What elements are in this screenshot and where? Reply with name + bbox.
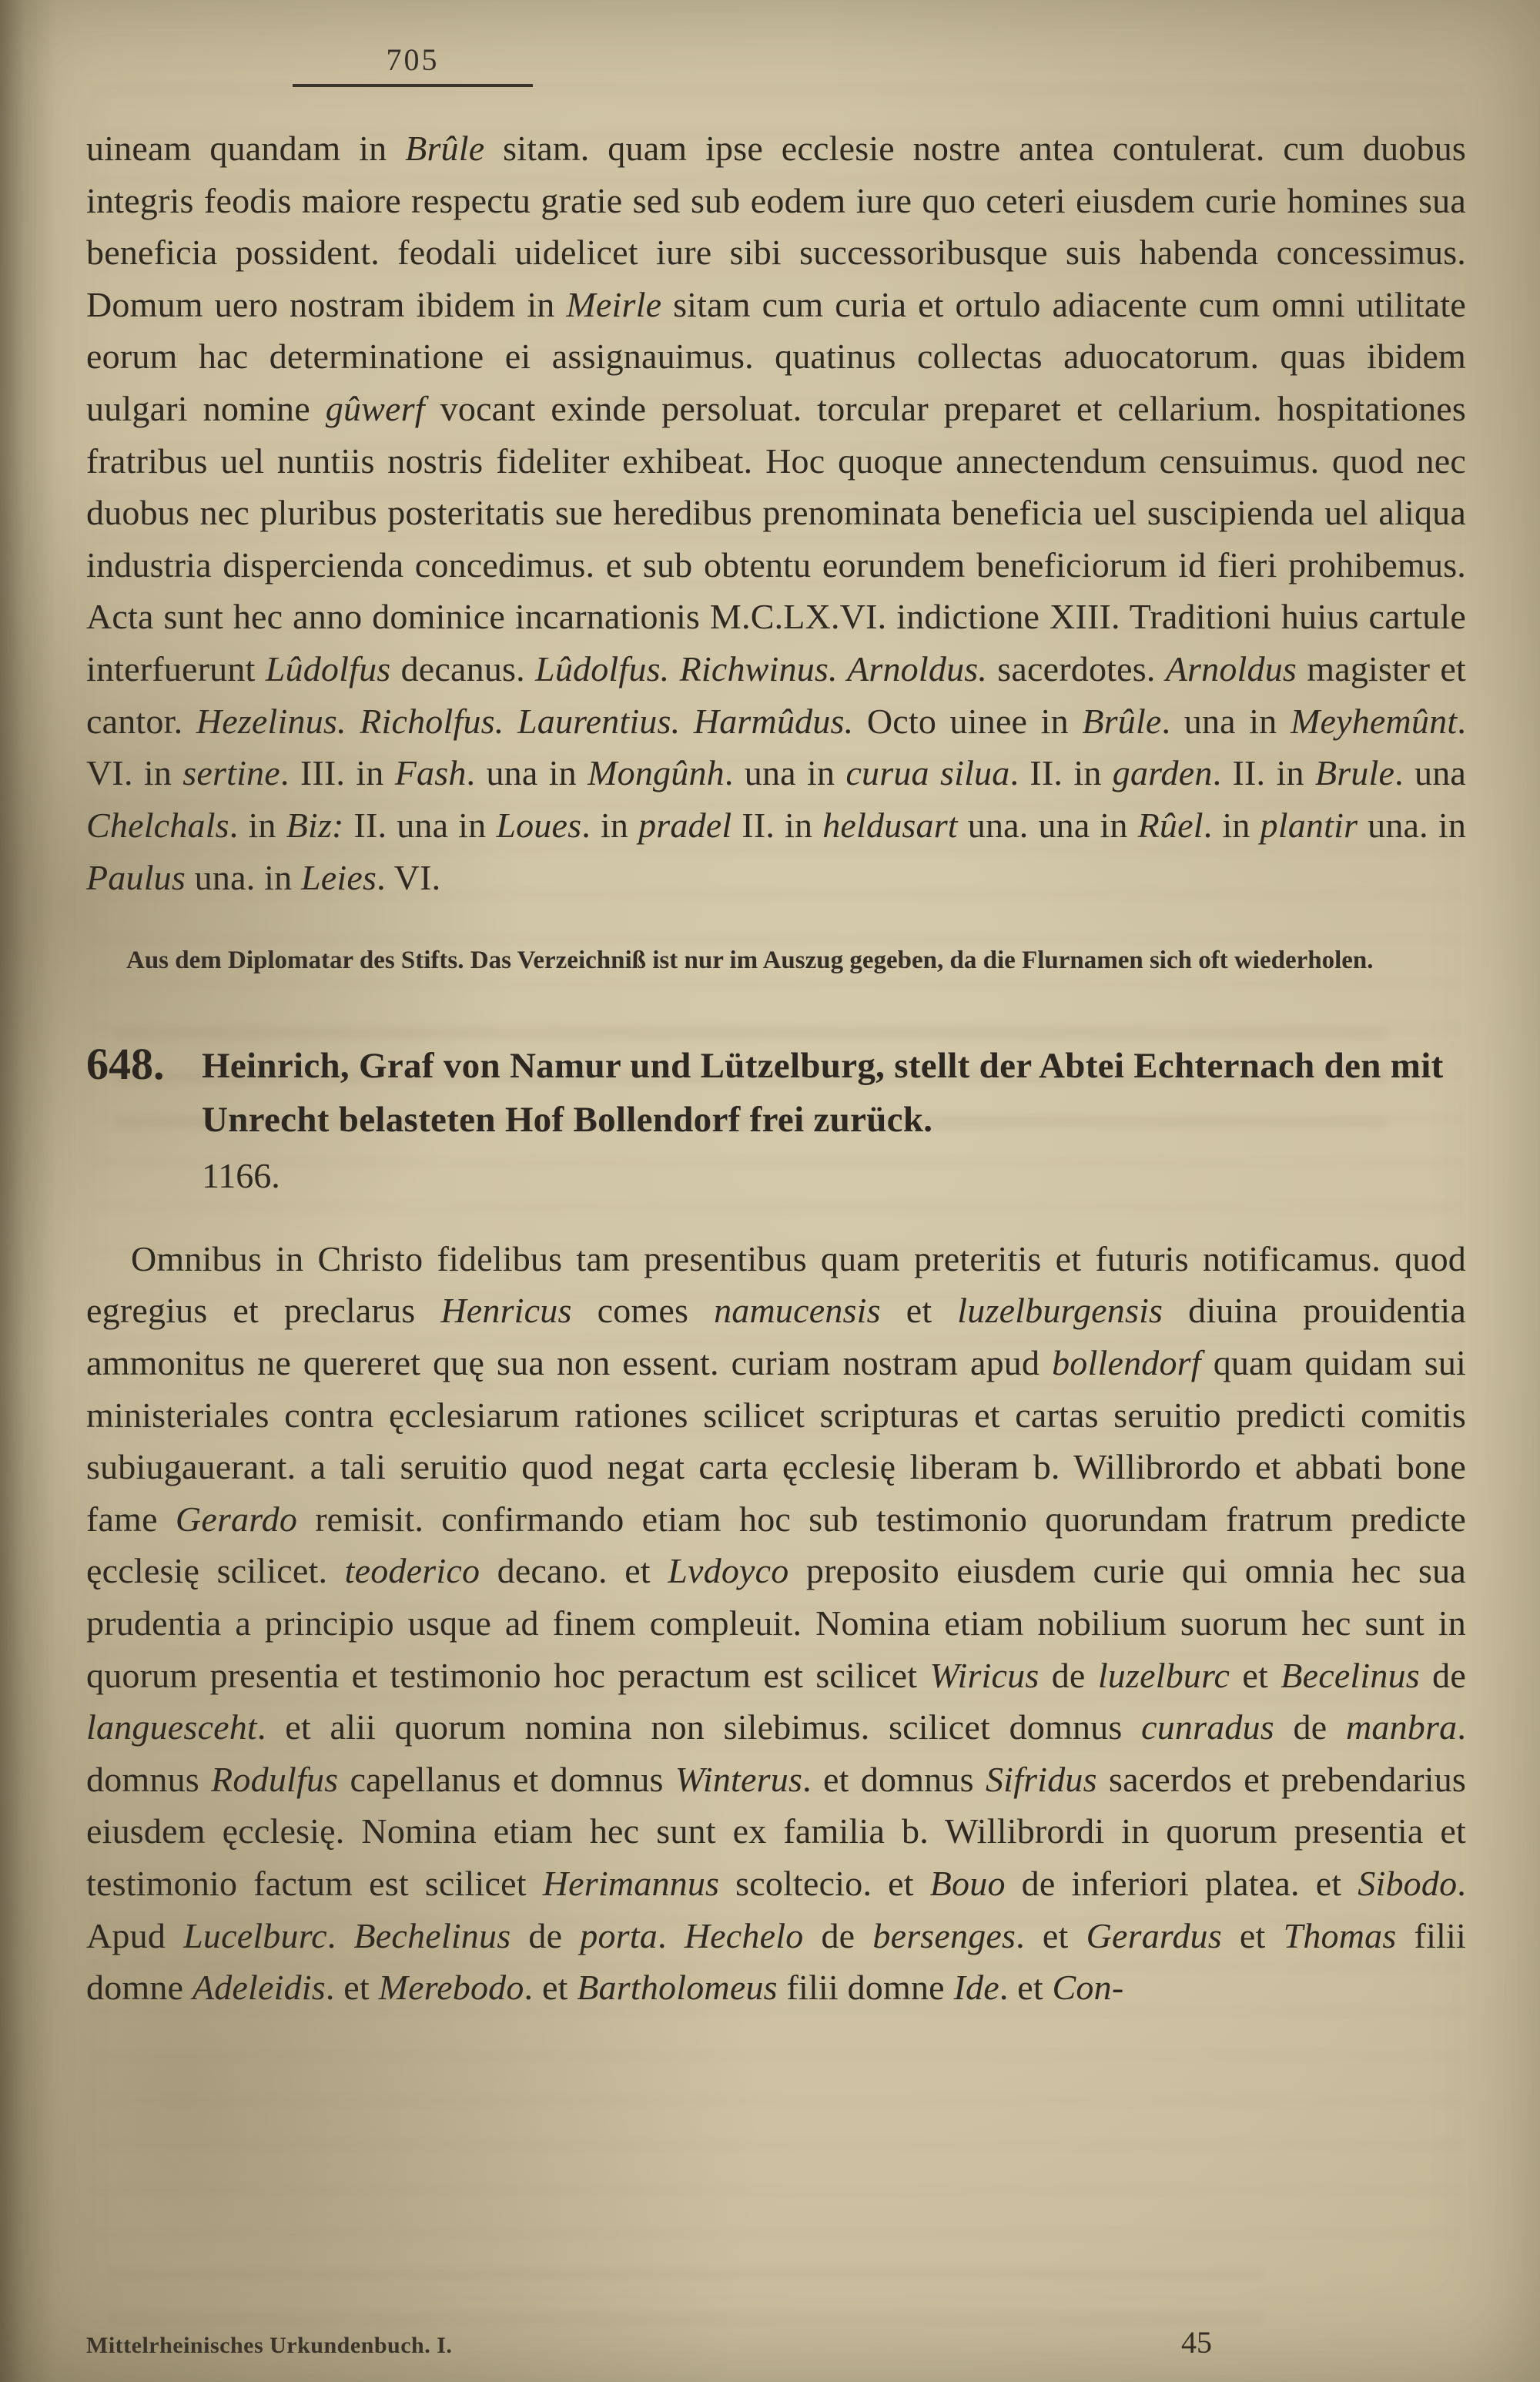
charter-647-continuation-text: uineam quandam in Brûle sitam. quam ipse ecclesie nostre antea contulerat. cum duobus integris feodis maiore respectu gratie sed sub eodem iure quo ceteri eiusdem curie homines sua beneficia possident. feodali uidelicet iure sibi successoribusque suis habenda concessimus. Domum uero nostram ibidem in Meirle sitam cum curia et ortulo adiacente cum omni utilitate eorum hac determinatione ei assignauimus. quatinus collectas aduocatorum. quas ibidem uulgari nomine gûwerf vocant exinde persoluat. torcular preparet et cellarium. hospitationes fratribus uel nuntiis nostris fideliter exhibeat. Hoc quoque annectendum censuimus. quod nec duobus nec pluribus posteritatis sue heredibus prenominata beneficia uel suscipienda uel aliqua industria dispercienda concedimus. et sub obtentu eorundem beneficiorum id fieri prohibemus. Acta sunt hec anno dominice incarnationis M.C.LX.VI. indictione XIII. Traditioni huius cartule interfuerunt Lûdolfus decanus. Lûdolfus. Richwinus. Arnoldus. sacerdotes. Arnoldus magister et cantor. Hezelinus. Richolfus. Laurentius. Harmûdus. Octo uinee in Brûle. una in Meyhemûnt. VI. in sertine. III. in Fash. una in Mongûnh. una in curua silua. II. in garden. II. in Brule. una Chelchals. in Biz: II. una in Loues. in pradel II. in heldusart una. una in Rûel. in plantir una. in Paulus una. in Leies. VI. xyxy=(86,129,1467,897)
charter-648-number: 648. xyxy=(86,1038,165,1089)
charter-647-source-note: Aus dem Diplomatar des Stifts. Das Verzeichniß ist nur im Auszug gegeben, da die Flurnamen sich oft wiederholen. xyxy=(126,946,1374,975)
charter-648-text: Omnibus in Christo fidelibus tam presentibus quam preteritis et futuris notificamus. quod egregius et preclarus Henricus comes namucensis et luzelburgensis diuina prouidentia ammonitus ne quereret quę sua non essent. curiam nostram apud bollendorf quam quidam sui ministeriales contra ęcclesiarum rationes scilicet scripturas et cartas seruitio predicti comitis subiugauerant. a tali seruitio quod negat carta ęcclesię liberam b. Willibrordo et abbati bone fame Gerardo remisit. confirmando etiam hoc sub testimonio quorundam fratrum predicte ęcclesię scilicet. teoderico decano. et Lvdoyco preposito eiusdem curie qui omnia hec sua prudentia a principio usque ad finem compleuit. Nomina etiam nobilium suorum hec sunt in quorum presentia et testimonio hoc peractum est scilicet Wiricus de luzelburc et Becelinus de languesceht. et alii quorum nomina non silebimus. scilicet domnus cunradus de manbra. domnus Rodulfus capellanus et domnus Winterus. et domnus Sifridus sacerdos et prebendarius eiusdem ęcclesię. Nomina etiam hec sunt ex familia b. Willibrordi in quorum presentia et testimonio factum est scilicet Herimannus scoltecio. et Bouo de inferiori platea. et Sibodo. Apud Lucelburc. Bechelinus de porta. Hechelo de bersenges. et Gerardus et Thomas filii domne Adeleidis. et Merebodo. et Bartholomeus filii domne Ide. et Con- xyxy=(86,1238,1467,2008)
page-footer xyxy=(86,2324,1466,2360)
footer-series-title: Mittelrheinisches Urkundenbuch. I. xyxy=(86,2333,453,2358)
charter-648-heading xyxy=(86,1039,1466,1196)
page-number-block xyxy=(293,42,533,87)
charter-648-title-block xyxy=(202,1039,1466,1196)
charter-648-title: Heinrich, Graf von Namur und Lützelburg, stellt der Abtei Echternach den mit Unrecht belasteten Hof Bollendorf frei zurück. xyxy=(202,1045,1444,1141)
footer-sheet-number: 45 xyxy=(1181,2325,1212,2360)
page-number: 705 xyxy=(386,42,440,77)
charter-648-year: 1166. xyxy=(202,1155,280,1195)
page-number-rule xyxy=(293,84,533,87)
